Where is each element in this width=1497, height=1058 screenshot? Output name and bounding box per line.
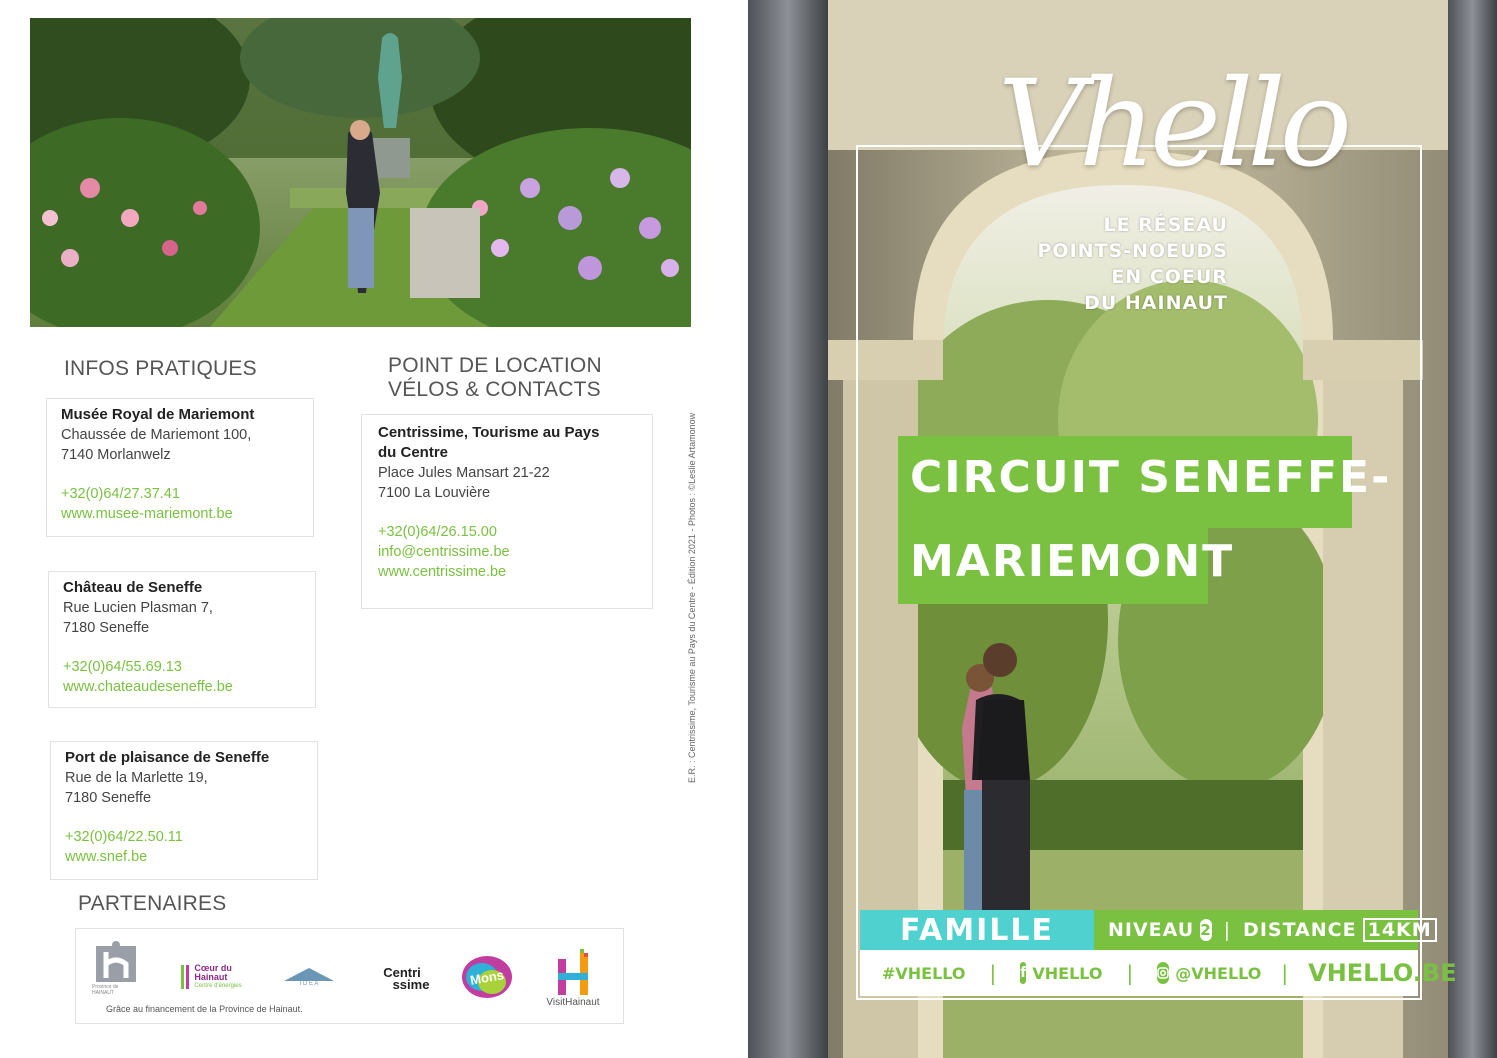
- visit-hainaut-logo[interactable]: [538, 943, 608, 1013]
- card-website-link[interactable]: www.chateaudeseneffe.be: [63, 679, 233, 695]
- card-phone[interactable]: +32(0)64/55.69.13: [63, 659, 182, 675]
- contact-name-line1: Centrissime, Tourisme au Pays: [378, 424, 600, 441]
- info-card-mariemont: [46, 398, 314, 537]
- card-city: 7180 Seneffe: [65, 790, 152, 806]
- hashtag-text: #VHELLO: [882, 963, 966, 983]
- cover-tagline: [948, 212, 1228, 316]
- contact-phone[interactable]: +32(0)64/26.15.00: [378, 524, 497, 540]
- province-hainaut-logo[interactable]: [92, 939, 140, 997]
- level-distance-band: [1094, 910, 1432, 950]
- circuit-title-line1: CIRCUIT SENEFFE-: [898, 436, 1352, 528]
- social-separator: |: [989, 961, 997, 985]
- card-address: Rue de la Marlette 19,: [65, 770, 208, 786]
- social-bar: [860, 950, 1457, 996]
- card-phone[interactable]: +32(0)64/27.37.41: [61, 486, 180, 502]
- cover-page: [748, 0, 1497, 1058]
- tagline-line3: EN COEUR: [1111, 266, 1228, 288]
- tagline-line2: POINTS-NOEUDS: [1037, 240, 1228, 262]
- card-city: 7180 Seneffe: [63, 620, 150, 636]
- contact-address: Place Jules Mansart 21-22: [378, 465, 550, 481]
- band-separator: |: [1223, 919, 1232, 941]
- location-heading-line2: VÉLOS & CONTACTS: [388, 378, 601, 401]
- mons-text: Mons: [468, 966, 506, 988]
- contact-name-line2: du Centre: [378, 444, 449, 461]
- card-address: Rue Lucien Plasman 7,: [63, 600, 213, 616]
- idea-text: I D E A: [299, 981, 319, 987]
- card-website-link[interactable]: www.musee-mariemont.be: [61, 506, 233, 522]
- contact-email-link[interactable]: info@centrissime.be: [378, 544, 510, 560]
- contact-website-link[interactable]: www.centrissime.be: [378, 564, 507, 580]
- card-city: 7140 Morlanwelz: [61, 447, 171, 463]
- distance-value: 14KM: [1363, 918, 1437, 942]
- info-card-port-plaisance: [50, 741, 318, 880]
- tagline-line1: LE RÉSEAU: [1103, 214, 1228, 236]
- funding-note: Grâce au financement de la Province de Hainaut.: [106, 1004, 303, 1014]
- credit-text: E.R. : Centrissime, Tourisme au Pays du Centre - Édition 2021 - Photos : ©Leslie Artamonow: [687, 412, 697, 783]
- facebook-icon[interactable]: f: [1020, 962, 1026, 984]
- instagram-icon[interactable]: [1157, 962, 1169, 984]
- distance-label: DISTANCE: [1243, 919, 1357, 941]
- location-heading: [388, 354, 602, 402]
- infos-pratiques-heading: INFOS PRATIQUES: [64, 357, 257, 380]
- instagram-handle[interactable]: @VHELLO: [1175, 963, 1262, 983]
- idea-logo[interactable]: [281, 963, 337, 991]
- centrissime-text-2: ssime: [392, 977, 430, 992]
- tagline-line4: DU HAINAUT: [1084, 292, 1228, 314]
- card-phone[interactable]: +32(0)64/22.50.11: [65, 829, 183, 845]
- coeur-text-2: Hainaut: [194, 971, 228, 982]
- visit-hainaut-text: VisitHainaut: [546, 996, 600, 1008]
- circuit-title-line2: MARIEMONT: [898, 528, 1208, 604]
- facebook-handle[interactable]: VHELLO: [1032, 963, 1103, 983]
- partenaires-heading: PARTENAIRES: [78, 892, 227, 915]
- info-card-seneffe-chateau: [48, 571, 316, 708]
- card-name: Château de Seneffe: [63, 579, 203, 596]
- card-address: Chaussée de Mariemont 100,: [61, 427, 252, 443]
- card-name: Musée Royal de Mariemont: [61, 406, 255, 423]
- social-separator: |: [1281, 961, 1289, 985]
- niveau-value: 2: [1200, 921, 1212, 939]
- vhello-logo: Vhello: [998, 55, 1346, 194]
- garden-photo: [30, 18, 691, 327]
- province-logo-text: Province de HAINAUT: [92, 984, 119, 996]
- card-website-link[interactable]: www.snef.be: [65, 849, 148, 865]
- coeur-du-hainaut-logo[interactable]: [176, 955, 246, 999]
- centrissime-logo[interactable]: [368, 965, 436, 993]
- coeur-text-3: Centre d'énergies: [194, 982, 242, 989]
- coeur-text-1: Cœur du: [194, 962, 232, 973]
- website-link[interactable]: VHELLO.BE: [1308, 959, 1457, 987]
- partners-logos: [75, 928, 624, 1024]
- mons-logo[interactable]: [458, 953, 516, 1001]
- social-separator: |: [1126, 961, 1134, 985]
- card-name: Port de plaisance de Seneffe: [65, 749, 270, 766]
- credit-vertical: [672, 378, 697, 788]
- contact-city: 7100 La Louvière: [378, 485, 491, 501]
- niveau-label: NIVEAU: [1108, 919, 1195, 941]
- location-heading-line1: POINT DE LOCATION: [388, 354, 602, 377]
- contact-card-centrissime: [361, 414, 653, 609]
- famille-badge: FAMILLE: [860, 910, 1094, 950]
- centrissime-text-1: Centri: [383, 965, 421, 980]
